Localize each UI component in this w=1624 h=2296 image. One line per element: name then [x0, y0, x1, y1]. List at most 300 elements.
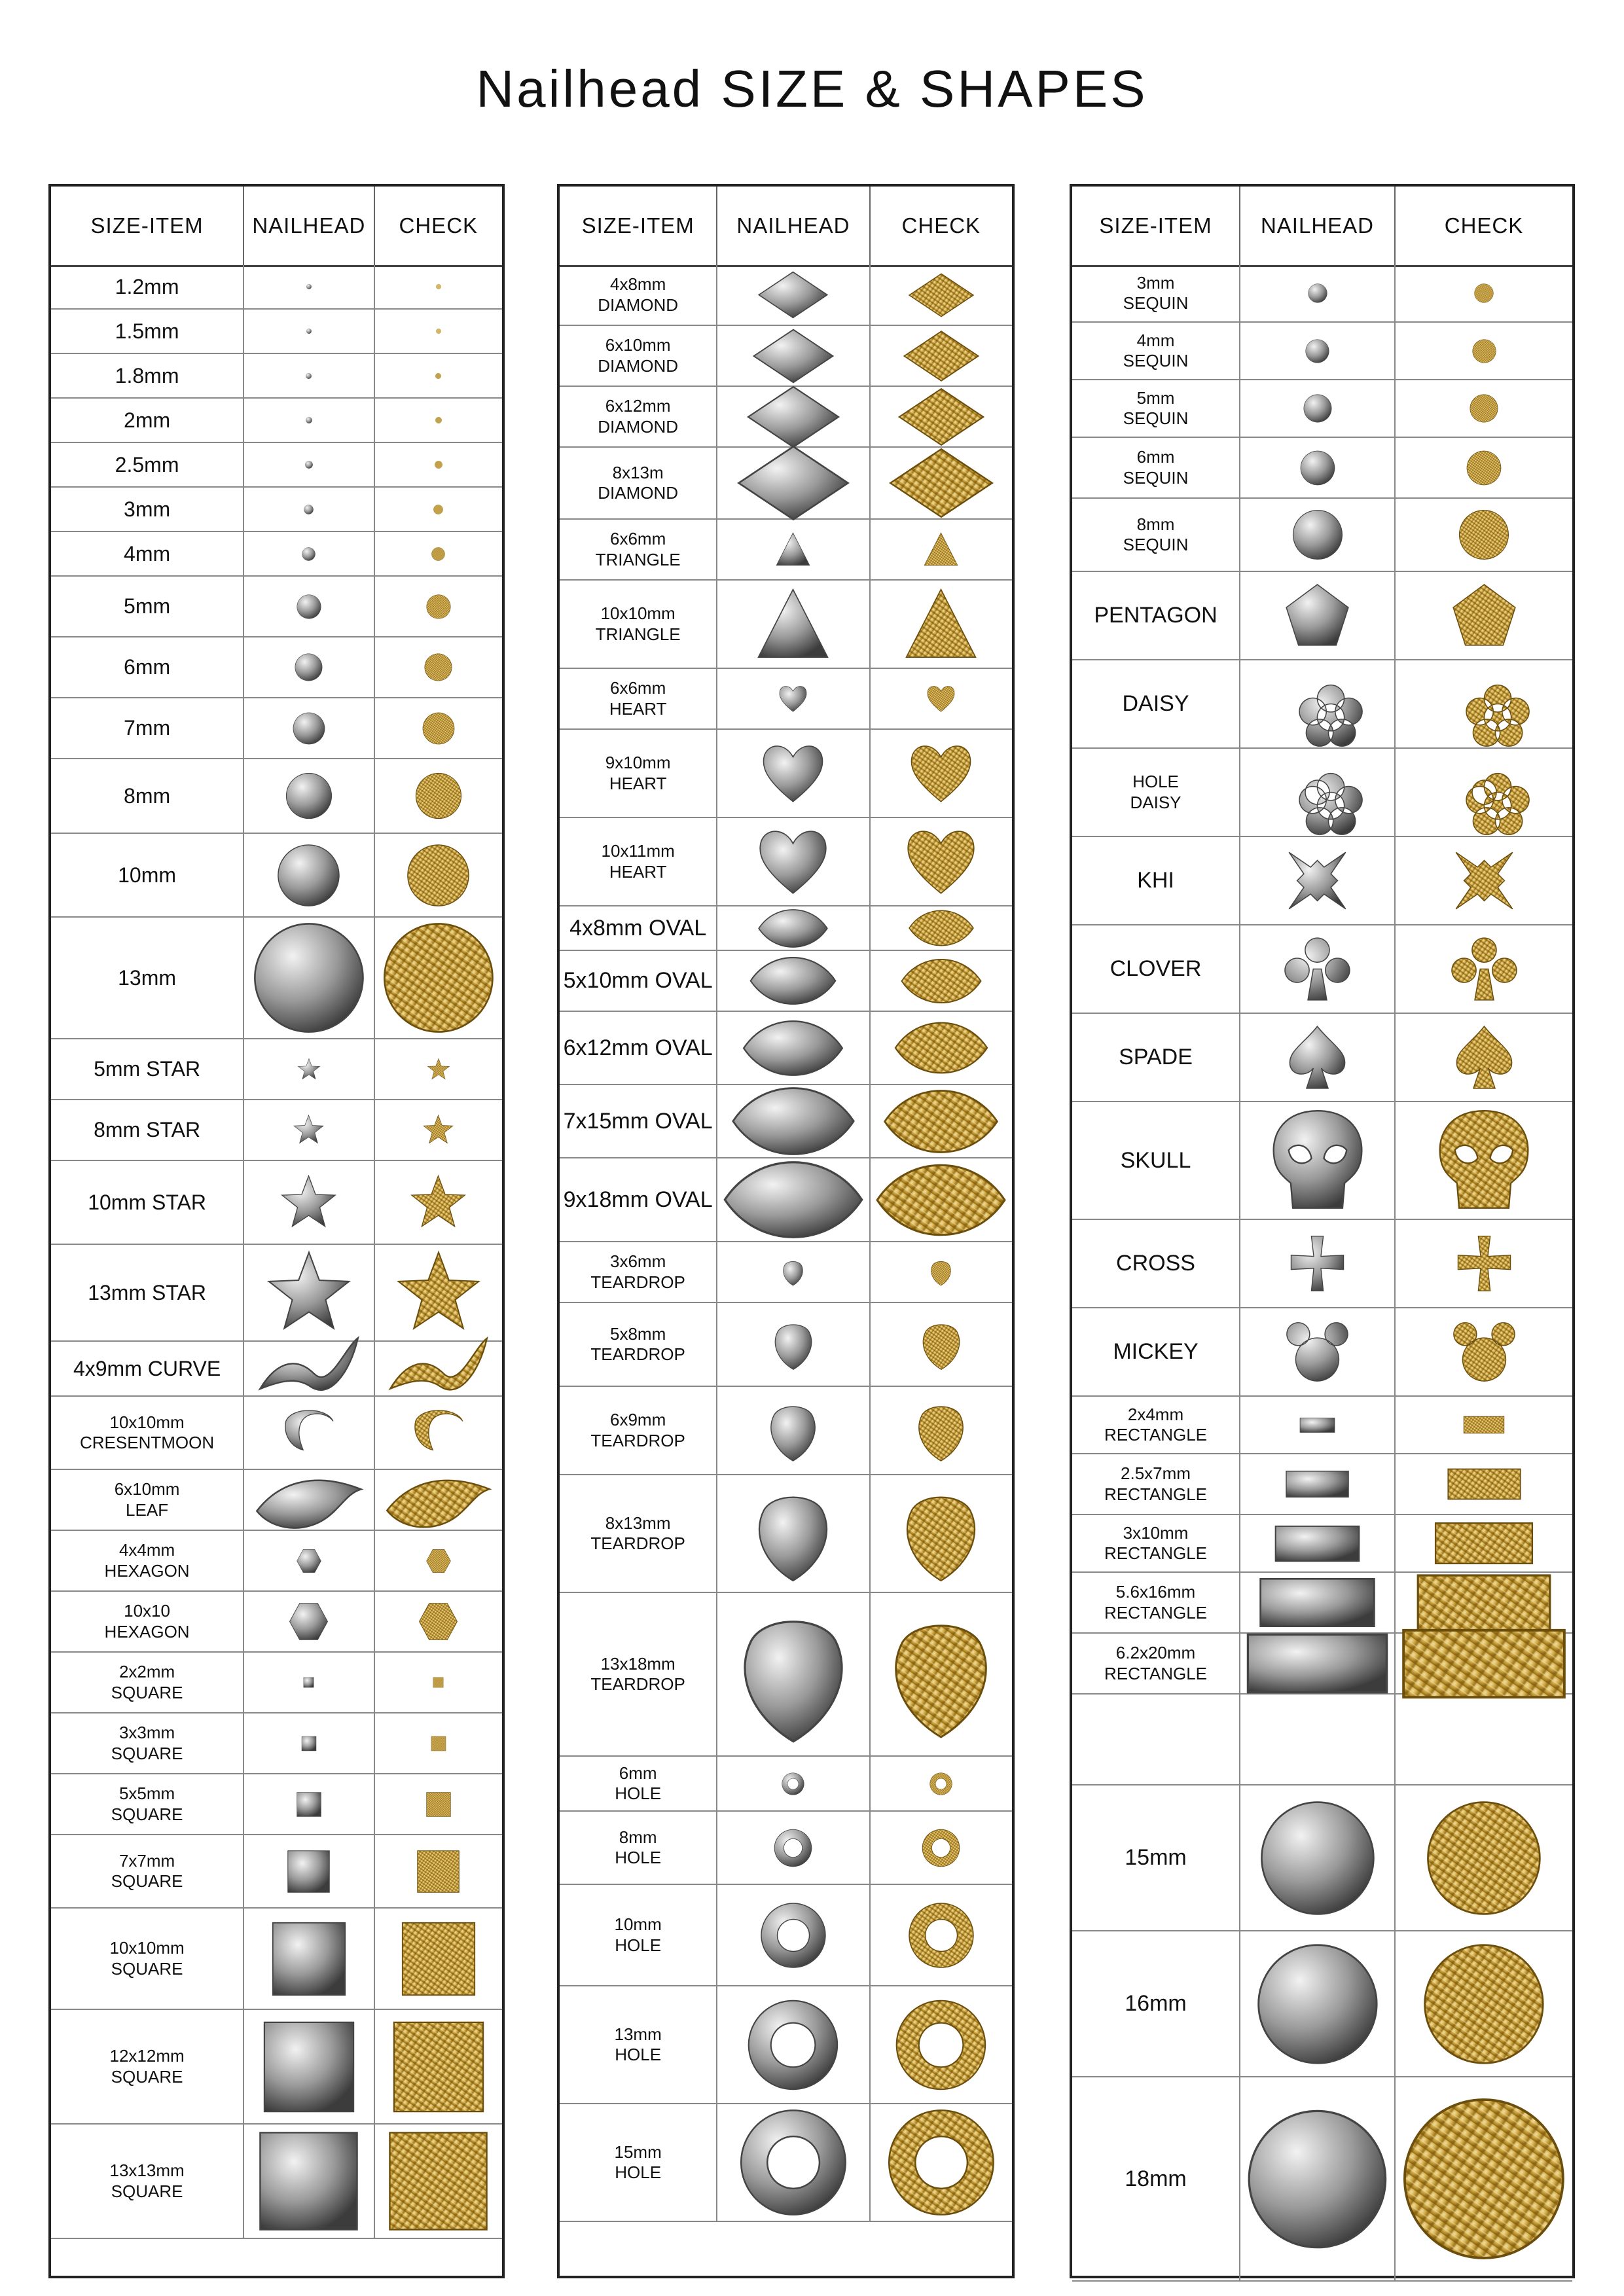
size-item-label: 5mm STAR [94, 1057, 201, 1081]
nailhead-circle-icon [253, 922, 365, 1034]
size-item-cell [1072, 1220, 1239, 1307]
size-item-label: 10x10mm TRIANGLE [595, 603, 681, 644]
size-item-cell [1072, 1308, 1239, 1395]
header-size-item: SIZE-ITEM [90, 213, 204, 238]
page-title: Nailhead SIZE & SHAPES [476, 60, 1148, 118]
check-cell [374, 1470, 502, 1530]
check-cell [1394, 660, 1572, 747]
check-sequin-icon [1458, 509, 1509, 560]
nailhead-cell [716, 1757, 869, 1810]
nailhead-hole-icon [782, 1772, 804, 1795]
size-item-cell [560, 906, 716, 950]
size-item-cell [51, 1397, 243, 1469]
nailhead-cell [243, 1592, 373, 1651]
nailhead-cell [1239, 1397, 1394, 1453]
header-check: CHECK [869, 187, 1012, 265]
size-item-cell [51, 399, 243, 442]
size-item-cell [560, 1812, 716, 1884]
check-heart-icon [903, 824, 979, 899]
size-item-label: CROSS [1116, 1251, 1195, 1276]
nailhead-sequin-icon [1292, 509, 1343, 560]
table-row [51, 1161, 502, 1245]
check-cell [869, 1986, 1012, 2103]
check-cell [374, 1039, 502, 1099]
size-item-label: 10x10mm CRESENTMOON [80, 1412, 215, 1452]
check-khi-icon [1451, 847, 1518, 914]
size-item-label: 3mm [124, 497, 171, 521]
size-item-cell [1072, 1102, 1239, 1219]
size-item-cell [1072, 749, 1239, 836]
size-item-cell [1072, 2077, 1239, 2280]
nailhead-cell [243, 310, 373, 353]
check-cell [869, 818, 1012, 905]
nailhead-cell [243, 354, 373, 397]
size-item-label: 1.8mm [115, 363, 179, 387]
size-item-label: 8x13m DIAMOND [598, 462, 679, 503]
size-item-label: 4x8mm OVAL [569, 915, 707, 941]
check-hole-icon [908, 1902, 975, 1969]
nailhead-cell [716, 1158, 869, 1241]
check-cell [1394, 749, 1572, 836]
size-item-cell [51, 834, 243, 916]
table-row [560, 1812, 1012, 1885]
size-item-label: 13x18mm TEARDROP [590, 1653, 685, 1694]
nailhead-sequin-icon [1300, 450, 1335, 486]
size-item-label: 7mm [124, 716, 171, 740]
size-item-cell [51, 918, 243, 1038]
size-item-cell [1072, 323, 1239, 379]
check-cell [869, 669, 1012, 728]
nailhead-cell [243, 1470, 373, 1530]
size-item-cell [51, 1774, 243, 1834]
check-cell [1394, 1014, 1572, 1101]
size-item-label: 6mm SEQUIN [1123, 447, 1189, 488]
table-row [51, 1531, 502, 1592]
table-row [51, 354, 502, 399]
nailhead-cell [243, 1835, 373, 1907]
size-item-cell [1072, 837, 1239, 924]
size-table-3 [1070, 184, 1575, 2278]
check-cell [869, 1242, 1012, 1302]
size-item-cell [1072, 499, 1239, 571]
size-item-label: 4x9mm CURVE [73, 1356, 221, 1380]
check-cell [1394, 499, 1572, 571]
check-circle-icon [1401, 2096, 1566, 2261]
size-item-label: 3x6mm TEARDROP [590, 1251, 685, 1292]
size-item-label: 8mm STAR [94, 1118, 201, 1142]
header-size-item: SIZE-ITEM [1099, 213, 1212, 238]
nailhead-circle-icon [285, 772, 333, 819]
size-item-label: 2x2mm SQUARE [111, 1662, 183, 1702]
nailhead-cell [243, 759, 373, 833]
table-row [51, 310, 502, 354]
nailhead-triangle-icon [775, 531, 811, 567]
size-item-cell [51, 1161, 243, 1244]
size-item-label: 5.6x16mm RECTANGLE [1104, 1582, 1207, 1623]
nailhead-cell [1239, 1014, 1394, 1101]
size-item-label: 15mm [1125, 1845, 1187, 1871]
check-square-icon [433, 1677, 444, 1688]
check-cell [374, 443, 502, 486]
table-row [51, 637, 502, 698]
size-item-label: 5x5mm SQUARE [111, 1784, 183, 1824]
size-item-cell [51, 637, 243, 697]
nailhead-cell [243, 1909, 373, 2009]
size-item-label: 2.5x7mm RECTANGLE [1104, 1463, 1207, 1504]
size-item-cell [560, 669, 716, 728]
size-item-cell [560, 1986, 716, 2103]
size-item-label: KHI [1137, 868, 1174, 893]
check-square-icon [390, 2018, 487, 2115]
nailhead-teardrop-icon [767, 1318, 820, 1371]
size-item-cell [1072, 1634, 1239, 1693]
size-item-label: 6x9mm TEARDROP [590, 1410, 685, 1450]
table-row [560, 1387, 1012, 1475]
check-cell [1394, 572, 1572, 659]
nailhead-cell [1239, 572, 1394, 659]
check-square-icon [431, 1736, 446, 1751]
table-row [51, 532, 502, 577]
table-header [560, 187, 1012, 267]
check-cell [1394, 2077, 1572, 2280]
size-item-label: 6x6mm TRIANGLE [595, 529, 681, 569]
nailhead-cell [243, 1713, 373, 1773]
size-item-cell [1072, 1573, 1239, 1632]
nailhead-sequin-icon [1308, 283, 1327, 303]
nailhead-teardrop-icon [761, 1399, 825, 1462]
check-cell [374, 637, 502, 697]
size-item-label: 4x4mm HEXAGON [104, 1540, 190, 1581]
nailhead-cell [1239, 1785, 1394, 1930]
nailhead-star-icon [297, 1058, 321, 1081]
nailhead-circle-icon [1246, 2108, 1388, 2250]
check-cell [374, 1592, 502, 1651]
check-cell [1394, 1397, 1572, 1453]
size-item-cell [51, 1470, 243, 1530]
size-item-label: 5x10mm OVAL [563, 968, 713, 994]
size-item-label: 7x7mm SQUARE [111, 1850, 183, 1891]
size-item-cell [1072, 1695, 1239, 1784]
size-item-cell [1072, 1931, 1239, 2076]
size-item-cell [1072, 1454, 1239, 1514]
check-teardrop-icon [927, 1258, 955, 1286]
check-cell [374, 1653, 502, 1712]
size-item-cell [51, 2010, 243, 2123]
nailhead-cell [243, 1653, 373, 1712]
nailhead-cell [1239, 925, 1394, 1013]
check-triangle-icon [903, 586, 979, 662]
table-row [560, 581, 1012, 669]
nailhead-cell [243, 1342, 373, 1395]
check-circle-icon [435, 417, 442, 423]
table-row [1072, 438, 1572, 499]
nailhead-cell [1239, 438, 1394, 497]
nailhead-sequin-icon [1305, 339, 1329, 363]
nailhead-cell [716, 520, 869, 579]
nailhead-spade-icon [1284, 1024, 1351, 1091]
table-row [560, 1593, 1012, 1757]
table-row [1072, 1220, 1572, 1308]
nailhead-circle-icon [305, 461, 313, 469]
size-item-cell [560, 520, 716, 579]
table-row [1072, 1931, 1572, 2077]
check-cell [1394, 1785, 1572, 1930]
size-item-cell [560, 1475, 716, 1592]
size-item-label: HOLE DAISY [1130, 772, 1182, 812]
nailhead-cell [243, 1100, 373, 1160]
table-row [560, 448, 1012, 520]
size-item-cell [560, 265, 716, 325]
nailhead-cell [716, 1986, 869, 2103]
nailhead-cell [716, 1812, 869, 1884]
check-hole-icon [929, 1772, 952, 1795]
check-daisy-icon [1451, 670, 1518, 738]
nailhead-cell [716, 1593, 869, 1755]
header-nailhead: NAILHEAD [1239, 187, 1394, 265]
size-item-cell [560, 581, 716, 668]
table-row [51, 1470, 502, 1531]
check-cell [1394, 1634, 1572, 1693]
nailhead-pentagon-icon [1284, 582, 1351, 649]
table-row [51, 265, 502, 310]
size-item-label: 3mm SEQUIN [1123, 272, 1189, 313]
table-row [560, 669, 1012, 730]
size-item-label: 2.5mm [115, 452, 179, 476]
nailhead-cell [243, 488, 373, 531]
table-row [51, 488, 502, 532]
check-cell [869, 1475, 1012, 1592]
nailhead-circle-icon [297, 594, 321, 619]
check-cell [869, 1757, 1012, 1810]
nailhead-hole-icon [739, 2108, 848, 2217]
nailhead-cell [243, 399, 373, 442]
nailhead-hole-icon [774, 1829, 812, 1867]
table-row [51, 1835, 502, 1909]
size-item-label: CLOVER [1110, 956, 1202, 982]
nailhead-cell [716, 1303, 869, 1386]
table-row [560, 1885, 1012, 1986]
nailhead-cell [716, 1475, 869, 1592]
nailhead-holedaisy-icon [1284, 759, 1351, 826]
size-item-label: 3x3mm SQUARE [111, 1723, 183, 1763]
size-item-label: 6mm [124, 655, 171, 679]
check-star-icon [422, 1114, 454, 1146]
table-row [51, 2010, 502, 2125]
check-circle-icon [415, 772, 462, 819]
check-circle-icon [435, 373, 441, 379]
nailhead-square-icon [270, 1920, 348, 1998]
header-nailhead: NAILHEAD [243, 187, 373, 265]
size-item-label: 10mm STAR [88, 1190, 206, 1214]
nailhead-cell [1239, 1695, 1394, 1784]
nailhead-cell [1239, 1931, 1394, 2076]
size-item-cell [51, 1531, 243, 1590]
size-item-cell [51, 1835, 243, 1907]
table-row [560, 1986, 1012, 2104]
check-cell [374, 354, 502, 397]
nailhead-heart-icon [755, 824, 831, 899]
table-row [1072, 1695, 1572, 1785]
size-item-label: 1.5mm [115, 319, 179, 343]
check-cell [374, 2010, 502, 2123]
check-cell [1394, 925, 1572, 1013]
size-item-cell [560, 1757, 716, 1810]
nailhead-sequin-icon [1303, 394, 1332, 423]
check-cell [1394, 380, 1572, 437]
size-item-label: 8mm SEQUIN [1123, 514, 1189, 554]
size-item-cell [560, 1387, 716, 1474]
nailhead-circle-icon [1259, 1800, 1376, 1916]
table-row [51, 1909, 502, 2010]
size-item-label: 8mm HOLE [615, 1827, 662, 1867]
nailhead-cell [716, 581, 869, 668]
check-circle-icon [406, 844, 470, 907]
nailhead-cell [1239, 1634, 1394, 1693]
header-nailhead: NAILHEAD [716, 187, 869, 265]
check-cell [374, 759, 502, 833]
nailhead-mickey-icon [1286, 1320, 1349, 1384]
table-row [1072, 837, 1572, 925]
check-heart-icon [907, 740, 975, 807]
size-item-label: 9x18mm OVAL [563, 1187, 713, 1212]
check-cell [1394, 1102, 1572, 1219]
nailhead-cell [1239, 837, 1394, 924]
nailhead-rect-icon [1299, 1407, 1335, 1443]
check-cell [374, 1835, 502, 1907]
size-item-label: 10x11mm HEART [601, 841, 675, 882]
check-circle-icon [422, 712, 455, 745]
size-item-cell [560, 387, 716, 446]
check-skull-icon [1432, 1109, 1536, 1212]
size-item-label: 12x12mm SQUARE [109, 2046, 185, 2087]
check-cell [869, 1885, 1012, 1985]
size-item-label: 9x10mm HEART [605, 753, 671, 793]
size-item-cell [560, 1303, 716, 1386]
size-item-label: 6x12mm OVAL [563, 1035, 713, 1060]
check-cell [869, 1303, 1012, 1386]
nailhead-square-icon [301, 1736, 317, 1751]
size-item-cell [51, 1909, 243, 2009]
size-item-label: 13mm [118, 965, 177, 990]
table-row [51, 443, 502, 488]
size-item-cell [1072, 660, 1239, 747]
size-item-cell [560, 1885, 716, 1985]
nailhead-cell [716, 730, 869, 817]
nailhead-cell [1239, 1308, 1394, 1395]
size-item-label: 7x15mm OVAL [563, 1108, 713, 1134]
size-item-label: 5mm [124, 594, 171, 619]
size-item-cell [560, 448, 716, 518]
check-teardrop-icon [915, 1318, 967, 1371]
nailhead-square-icon [296, 1791, 322, 1818]
check-rect-icon [1463, 1404, 1505, 1446]
nailhead-cell [243, 1774, 373, 1834]
size-item-cell [1072, 1397, 1239, 1453]
check-cell [374, 1531, 502, 1590]
nailhead-cell [1239, 1220, 1394, 1307]
table-row [1072, 925, 1572, 1014]
nailhead-clover-icon [1284, 935, 1351, 1003]
size-item-cell [1072, 1515, 1239, 1571]
check-circle-icon [431, 547, 445, 561]
check-cell [869, 520, 1012, 579]
nailhead-circle-icon [306, 284, 312, 289]
size-table-1 [48, 184, 505, 2278]
nailhead-heart-icon [759, 740, 827, 807]
size-item-label: 4x8mm DIAMOND [598, 274, 679, 315]
header-check: CHECK [1394, 187, 1572, 265]
check-heart-icon [926, 683, 956, 714]
check-mickey-icon [1453, 1320, 1516, 1384]
check-cell [1394, 323, 1572, 379]
table-row [51, 2125, 502, 2239]
check-square-icon [416, 1849, 461, 1894]
size-item-cell [51, 577, 243, 636]
nailhead-cell [1239, 1102, 1394, 1219]
check-cell [869, 2104, 1012, 2221]
table-row [560, 520, 1012, 581]
check-cell [869, 1812, 1012, 1884]
check-sequin-icon [1466, 450, 1502, 486]
size-item-label: MICKEY [1113, 1339, 1199, 1365]
nailhead-cell [716, 1885, 869, 1985]
check-circle-icon [1426, 1800, 1542, 1916]
table-row [560, 1303, 1012, 1387]
check-star-icon [409, 1174, 467, 1232]
nailhead-teardrop-icon [723, 1604, 863, 1744]
nailhead-cell [716, 1242, 869, 1302]
check-cell [374, 1774, 502, 1834]
nailhead-cell [716, 669, 869, 728]
nailhead-teardrop-icon [744, 1485, 842, 1583]
nailhead-cell [1239, 380, 1394, 437]
nailhead-cell [1239, 2077, 1394, 2280]
nailhead-cell [243, 834, 373, 916]
size-item-cell [1072, 265, 1239, 321]
size-item-label: 10x10 HEXAGON [104, 1601, 190, 1641]
nailhead-circle-icon [295, 653, 323, 681]
check-teardrop-icon [876, 1609, 1006, 1740]
size-item-label: 2mm [124, 408, 171, 432]
size-item-cell [1072, 1785, 1239, 1930]
size-item-cell [560, 730, 716, 817]
check-cell [374, 265, 502, 308]
size-item-cell [51, 1653, 243, 1712]
size-item-cell [51, 1713, 243, 1773]
size-item-label: 6.2x20mm RECTANGLE [1104, 1643, 1207, 1683]
table-row [1072, 1014, 1572, 1102]
size-item-cell [1072, 438, 1239, 497]
nailhead-cell [243, 1161, 373, 1244]
size-item-label: 5mm SEQUIN [1123, 387, 1189, 428]
table-row [1072, 572, 1572, 660]
size-item-label: 16mm [1125, 1991, 1187, 2017]
nailhead-cell [1239, 499, 1394, 571]
nailhead-circle-icon [1256, 1943, 1379, 2066]
size-item-label: 13x13mm SQUARE [109, 2161, 185, 2201]
size-item-cell [1072, 1014, 1239, 1101]
table-row [51, 1592, 502, 1653]
check-hexagon-icon [418, 1601, 459, 1642]
nailhead-square-icon [261, 2018, 357, 2115]
table-row [51, 399, 502, 443]
size-item-cell [1072, 572, 1239, 659]
size-item-label: 6mm HOLE [615, 1763, 662, 1803]
check-triangle-icon [923, 531, 959, 567]
check-teardrop-icon [892, 1485, 990, 1583]
nailhead-cell [243, 265, 373, 308]
size-item-label: SPADE [1119, 1045, 1193, 1070]
